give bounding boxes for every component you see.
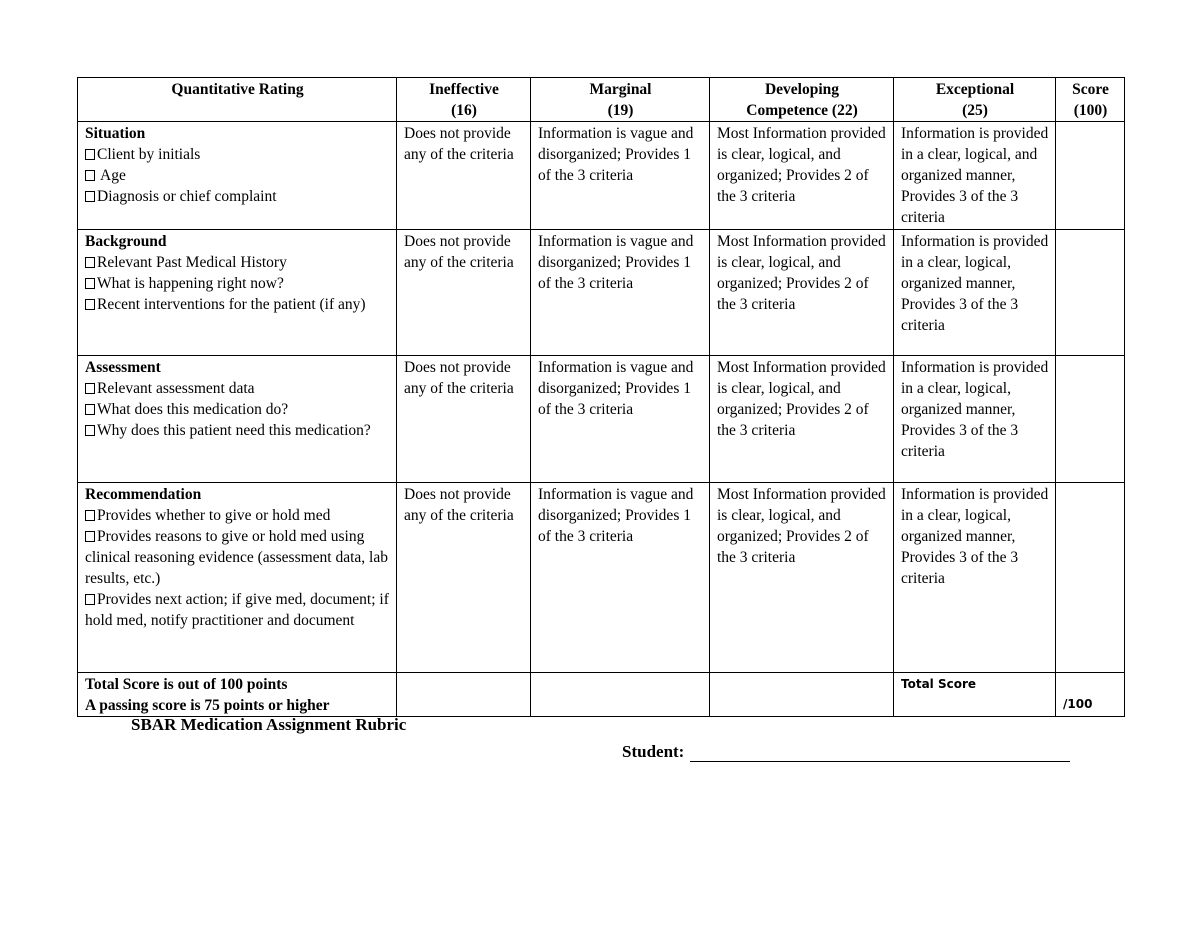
rubric-table	[77, 77, 1125, 717]
header-ineffective: Ineffective (16)	[397, 78, 531, 122]
checkbox-icon	[85, 510, 95, 521]
score-cell[interactable]	[1056, 483, 1125, 673]
total-score-label: Total Score	[894, 673, 1056, 717]
criteria-cell: Assessment Relevant assessment data What does this medication do? Why does this patient need this medication?	[78, 356, 397, 483]
header-rating: Quantitative Rating	[78, 78, 397, 122]
checkbox-icon	[85, 170, 95, 181]
category-title: Assessment	[85, 359, 161, 376]
checkbox-icon	[85, 149, 95, 160]
header-marginal: Marginal (19)	[531, 78, 710, 122]
category-title: Situation	[85, 125, 146, 142]
exceptional-cell: Information is provided in a clear, logical, organized manner, Provides 3 of the 3 criteria	[894, 230, 1056, 356]
exceptional-cell: Information is provided in a clear, logical, organized manner, Provides 3 of the 3 criteria	[894, 483, 1056, 673]
developing-cell: Most Information provided is clear, logical, and organized; Provides 2 of the 3 criteria	[710, 122, 894, 230]
score-cell[interactable]	[1056, 230, 1125, 356]
developing-cell: Most Information provided is clear, logical, and organized; Provides 2 of the 3 criteria	[710, 230, 894, 356]
checkbox-icon	[85, 404, 95, 415]
student-field	[622, 742, 1070, 762]
rubric-row-background	[78, 230, 1125, 356]
checkbox-icon	[85, 594, 95, 605]
marginal-cell: Information is vague and disorganized; Provides 1 of the 3 criteria	[531, 122, 710, 230]
rubric-row-assessment	[78, 356, 1125, 483]
checkbox-icon	[85, 278, 95, 289]
total-row	[78, 673, 1125, 717]
criteria-cell: Background Relevant Past Medical History What is happening right now? Recent interventions for the patient (if any)	[78, 230, 397, 356]
category-title: Recommendation	[85, 486, 202, 503]
rubric-row-recommendation	[78, 483, 1125, 673]
criteria-cell: Situation Client by initials Age Diagnosis or chief complaint	[78, 122, 397, 230]
ineffective-cell: Does not provide any of the criteria	[397, 483, 531, 673]
empty-cell	[531, 673, 710, 717]
total-description: Total Score is out of 100 points A passing score is 75 points or higher	[78, 673, 397, 717]
header-row	[78, 78, 1125, 122]
score-cell[interactable]	[1056, 356, 1125, 483]
exceptional-cell: Information is provided in a clear, logical, and organized manner, Provides 3 of the 3 criteria	[894, 122, 1056, 230]
header-developing: Developing Competence (22)	[710, 78, 894, 122]
rubric-row-situation	[78, 122, 1125, 230]
empty-cell	[710, 673, 894, 717]
checkbox-icon	[85, 383, 95, 394]
student-name-line[interactable]	[690, 743, 1070, 762]
total-score-value[interactable]: /100	[1056, 673, 1125, 717]
developing-cell: Most Information provided is clear, logical, and organized; Provides 2 of the 3 criteria	[710, 483, 894, 673]
score-cell[interactable]	[1056, 122, 1125, 230]
marginal-cell: Information is vague and disorganized; Provides 1 of the 3 criteria	[531, 356, 710, 483]
marginal-cell: Information is vague and disorganized; Provides 1 of the 3 criteria	[531, 483, 710, 673]
ineffective-cell: Does not provide any of the criteria	[397, 356, 531, 483]
checkbox-icon	[85, 191, 95, 202]
developing-cell: Most Information provided is clear, logical, and organized; Provides 2 of the 3 criteria	[710, 356, 894, 483]
category-title: Background	[85, 233, 167, 250]
ineffective-cell: Does not provide any of the criteria	[397, 230, 531, 356]
marginal-cell: Information is vague and disorganized; Provides 1 of the 3 criteria	[531, 230, 710, 356]
header-score: Score (100)	[1056, 78, 1125, 122]
checkbox-icon	[85, 425, 95, 436]
ineffective-cell: Does not provide any of the criteria	[397, 122, 531, 230]
student-label: Student:	[622, 742, 685, 761]
checkbox-icon	[85, 299, 95, 310]
document-title: SBAR Medication Assignment Rubric	[131, 715, 407, 734]
criteria-cell: Recommendation Provides whether to give or hold med Provides reasons to give or hold med using clinical reasoning evidence (assessment data, lab results, etc.) Provides next action; if give med, document; if hold med, notify practitioner and document	[78, 483, 397, 673]
empty-cell	[397, 673, 531, 717]
exceptional-cell: Information is provided in a clear, logical, organized manner, Provides 3 of the 3 criteria	[894, 356, 1056, 483]
checkbox-icon	[85, 257, 95, 268]
header-exceptional: Exceptional (25)	[894, 78, 1056, 122]
checkbox-icon	[85, 531, 95, 542]
